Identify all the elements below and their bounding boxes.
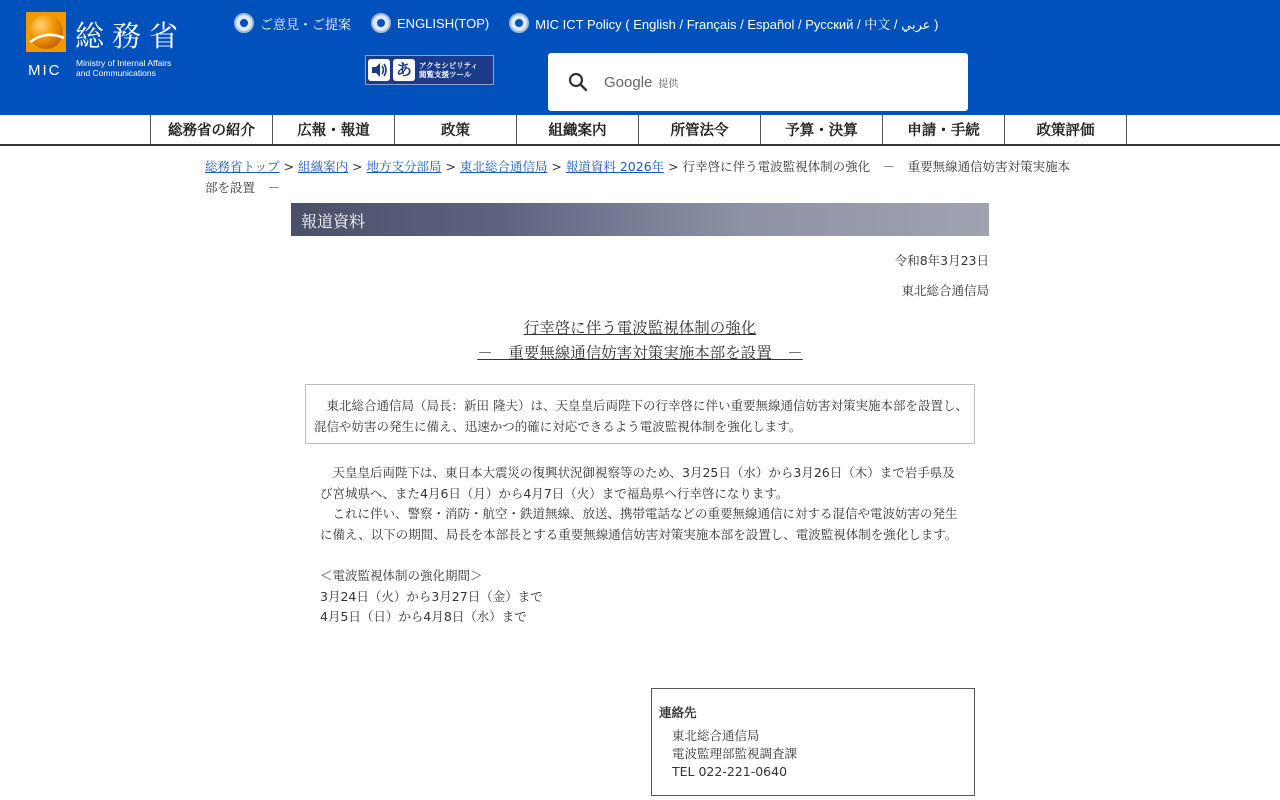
contact-org: 東北総合通信局: [672, 728, 760, 743]
nav-item-press[interactable]: 広報・報道: [272, 115, 394, 144]
headline-line1: 行幸啓に伴う電波監視体制の強化: [523, 319, 757, 337]
headline-line2: － 重要無線通信妨害対策実施本部を設置 －: [477, 344, 803, 362]
site-header: [0, 0, 1280, 115]
bullet-circle-icon: [234, 13, 254, 33]
hiragana-a-icon: あ: [393, 59, 415, 81]
body-paragraph-2: これに伴い、警察・消防・航空・鉄道無線、放送、携帯電話などの重要無線通信に対する混信や電波妨害の発生に備え、以下の期間、局長を本部長とする重要無線通信妨害対策実施本部を設置し、電波監視体制を強化します。: [320, 506, 958, 542]
press-headline: [300, 316, 980, 366]
nav-item-laws[interactable]: 所管法令: [638, 115, 760, 144]
logo-kanji: 総務省: [75, 19, 187, 53]
logo-mic: MIC: [28, 62, 62, 79]
accessibility-tool-button[interactable]: [365, 55, 494, 85]
breadcrumb-link-press-2026[interactable]: 報道資料 2026年: [565, 159, 665, 174]
section-title-bar: [291, 203, 989, 236]
period-1: 3月24日（火）から3月27日（金）まで: [320, 588, 543, 604]
section-title: 報道資料: [301, 212, 366, 231]
period-2: 4月5日（日）から4月8日（水）まで: [320, 609, 527, 625]
toplink-ict-policy[interactable]: MIC ICT Policy ( English / Français / Español / Русский / 中文 / عربي ): [509, 13, 938, 33]
bullet-circle-icon: [371, 13, 391, 33]
top-links: [234, 13, 958, 33]
speaker-icon: [368, 59, 390, 81]
logo-english: Ministry of Internal Affairs and Communications: [76, 58, 172, 78]
nav-item-budget[interactable]: 予算・決算: [760, 115, 882, 144]
breadcrumb: 総務省トップ > 組織案内 > 地方支分部局 > 東北総合通信局 > 報道資料 2026年 > 行幸啓に伴う電波監視体制の強化 － 重要無線通信妨害対策実施本部を設置 －: [205, 159, 1071, 195]
search-icon[interactable]: [568, 72, 588, 92]
accessibility-label: アクセシビリティ 閲覧支援ツール: [419, 61, 479, 79]
nav-item-organization[interactable]: 組織案内: [516, 115, 638, 144]
toplink-opinion[interactable]: ご意見・ご提案: [234, 13, 351, 33]
contact-title: 連絡先: [659, 705, 697, 720]
nav-item-evaluation[interactable]: 政策評価: [1004, 115, 1127, 144]
period-title: ＜電波監視体制の強化期間＞: [320, 567, 483, 583]
global-nav: [0, 115, 1280, 146]
nav-item-policy[interactable]: 政策: [394, 115, 516, 144]
contact-phone: TEL 022-221-0640: [672, 764, 788, 779]
bullet-circle-icon: [509, 13, 529, 33]
summary-box: 東北総合通信局（局長：新田 隆夫）は、天皇皇后両陛下の行幸啓に伴い重要無線通信妨害対策実施本部を設置し、混信や妨害の発生に備え、迅速かつ的確に対応できるよう電波監視体制を強化します。: [305, 384, 975, 444]
toplink-english[interactable]: ENGLISH(TOP): [371, 13, 489, 33]
logo-orb-icon: [26, 12, 66, 52]
site-search-box[interactable]: [548, 53, 968, 111]
contact-division: 電波監理部監視調査課: [672, 746, 798, 761]
nav-item-about[interactable]: 総務省の紹介: [150, 115, 272, 144]
release-date: 令和8年3月23日: [894, 253, 989, 268]
breadcrumb-link-top[interactable]: 総務省トップ: [205, 159, 280, 174]
press-body: [320, 463, 965, 628]
google-brand: Google: [604, 73, 653, 91]
breadcrumb-link-organization[interactable]: 組織案内: [298, 159, 349, 174]
breadcrumb-link-tohoku[interactable]: 東北総合通信局: [459, 159, 548, 174]
contact-box: [651, 688, 975, 796]
breadcrumb-link-regional[interactable]: 地方支分部局: [366, 159, 442, 174]
release-org: 東北総合通信局: [901, 283, 989, 298]
nav-item-applications[interactable]: 申請・手続: [882, 115, 1004, 144]
body-paragraph-1: 天皇皇后両陛下は、東日本大震災の復興状況御視察等のため、3月25日（水）から3月26日（木）まで岩手県及び宮城県へ、また4月6日（月）から4月7日（火）まで福島県へ行幸啓になります。: [320, 465, 955, 501]
mic-logo[interactable]: [26, 12, 216, 82]
breadcrumb-current: 行幸啓に伴う電波監視体制の強化 － 重要無線通信妨害対策実施本部を設置 －: [205, 159, 1071, 195]
provided-label: 提供: [658, 78, 679, 90]
